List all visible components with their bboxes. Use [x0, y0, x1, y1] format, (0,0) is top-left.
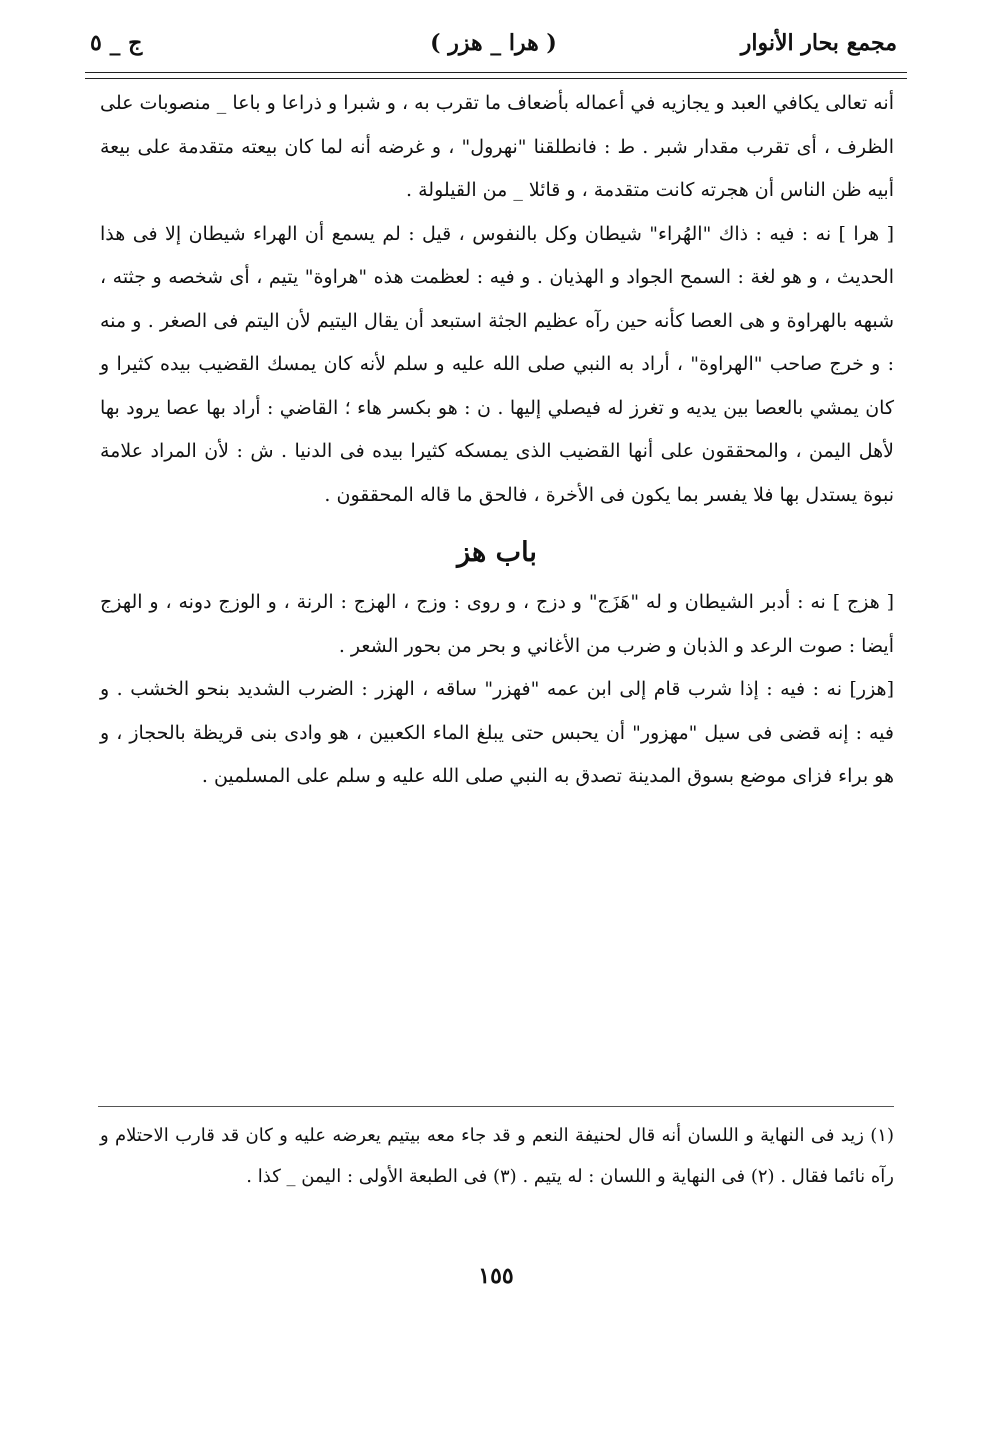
footnotes — [100, 1115, 894, 1197]
entry-hazaj: [ هزج ] نه : أدبر الشيطان و له "هَزَج" و دزج ، و روى : وزج ، الهزج : الرنة ، و الوزج دونه ، و الهزج أيضا : صوت الرعد و الذبان و ضرب من الأغاني و بحر من بحور الشعر . — [100, 591, 894, 657]
entry-hazar: [هزر] نه : فيه : إذا شرب قام إلى ابن عمه "فهزر" ساقه ، الهزر : الضرب الشديد بنحو الخشب . و فيه : إنه قضى فى سيل "مهزور" أن يحبس حتى يبلغ الماء الكعبين ، هو وادى بنى قريظة بالحجاز ، و هو براء فزاى موضع بسوق المدينة تصدق به النبي صلى الله عليه و سلم على المسلمين . — [100, 678, 894, 787]
book-title: مجمع بحار الأنوار — [740, 30, 897, 56]
entry-range: ( هرا _ هزر ) — [430, 30, 557, 56]
header-divider — [85, 72, 907, 79]
section-title: باب هز — [457, 537, 537, 568]
main-text — [100, 82, 894, 799]
footnote-2: (٢) فى النهاية و اللسان : له يتيم . — [522, 1166, 775, 1187]
footnote-1: (١) زيد فى النهاية و اللسان أنه قال لحنيفة النعم و قد جاء معه بيتيم يعرضه عليه و كان قد قارب الاحتلام و رآه نائما فقال . — [100, 1125, 894, 1187]
footnote-divider — [98, 1106, 894, 1107]
volume-number: ج _ ٥ — [90, 30, 143, 56]
paragraph-continuation: أنه تعالى يكافي العبد و يجازيه في أعماله بأضعاف ما تقرب به ، و شبرا و ذراعا و باعا _ منصوبات على الظرف ، أى تقرب مقدار شبر . ط : فانطلقنا "نهرول" ، و غرضه أنه لما كان بيعته متقدمة على بيعة أبيه ظن الناس أن هجرته كانت متقدمة ، و قائلا _ من القيلولة . — [100, 92, 894, 201]
footnote-3: (٣) فى الطبعة الأولى : اليمن _ كذا . — [246, 1166, 517, 1187]
page-number: ١٥٥ — [478, 1263, 514, 1289]
page-header — [90, 22, 897, 72]
entry-hara: [ هرا ] نه : فيه : ذاك "الهُراء" شيطان وكل بالنفوس ، قيل : لم يسمع أن الهراء شيطان إلا فى هذا الحديث ، و هو لغة : السمح الجواد و الهذيان . و فيه : لعظمت هذه "هراوة" يتيم ، أى شخصه و جثته ، شبهه بالهراوة و هى العصا كأنه حين رآه عظيم الجثة استبعد أن يقال اليتيم لأن اليتم فى الصغر . و منه : و خرج صاحب "الهراوة" ، أراد به النبي صلى الله عليه و سلم لأنه كان يمسك القضيب بيده كثيرا و كان يمشي بالعصا بين يديه و تغرز له فيصلي إليها . ن : هو بكسر هاء ؛ القاضي : أراد بها عصا يرود بها لأهل اليمن ، والمحققون على أنها القضيب الذى يمسكه كثيرا بيده فى الدنيا . ش : لأن المراد علامة نبوة يستدل بها فلا يفسر بما يكون فى الأخرة ، فالحق ما قاله المحققون . — [100, 222, 894, 506]
